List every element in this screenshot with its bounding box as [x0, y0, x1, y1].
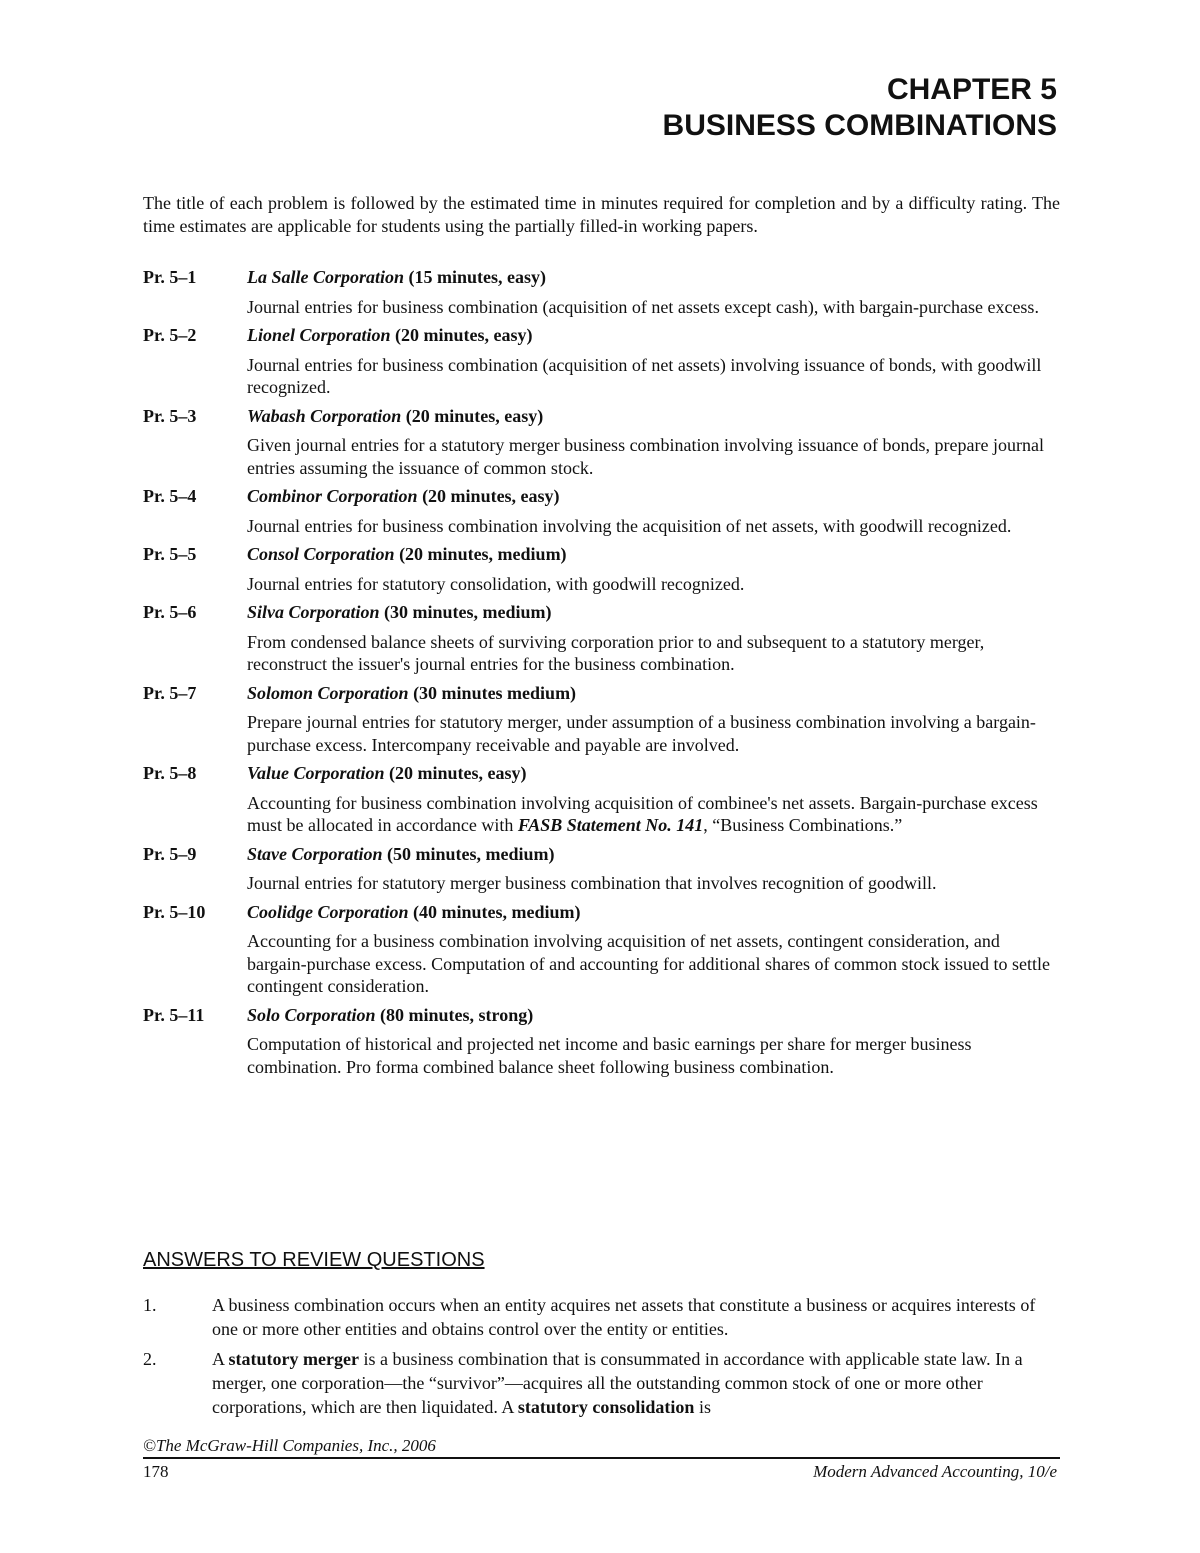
problem-number: Pr. 5–4 [143, 486, 197, 506]
problem-description: Prepare journal entries for statutory merger, under assumption of a business combination involving a bargain-purchase excess. Intercompany receivable and payable are involved. [247, 712, 1036, 755]
problem-name: Silva Corporation [247, 602, 380, 622]
description-text: Accounting for business combination involving acquisition of combinee's net assets. Bargain-purchase excess must be allocated in accordance with [247, 792, 1038, 835]
problem-name: Combinor Corporation [247, 486, 418, 506]
chapter-heading [663, 72, 1057, 144]
problem-meta: (20 minutes, medium) [394, 544, 567, 564]
fasb-statement-reference: FASB Statement No. 141 [517, 815, 704, 835]
problem-item [143, 266, 1060, 318]
problem-meta: (30 minutes medium) [408, 682, 577, 703]
problem-description: Accounting for a business combination involving acquisition of net assets, contingent consideration, and bargain-purchase excess. Computation of and accounting for additional shares of common stock issued to settle contingent consideration. [247, 931, 1050, 996]
problem-meta: (80 minutes, strong) [375, 1004, 534, 1025]
problem-description: Journal entries for statutory consolidation, with goodwill recognized. [247, 573, 745, 594]
problem-description [247, 792, 1057, 837]
term-statutory-consolidation: statutory consolidation [517, 1397, 695, 1417]
problem-number: Pr. 5–11 [143, 1004, 205, 1025]
copyright-notice: ©The McGraw-Hill Companies, Inc., 2006 [143, 1436, 436, 1455]
problem-item [143, 324, 1060, 399]
intro-paragraph: The title of each problem is followed by the estimated time in minutes required for completion and by a difficulty rating. The time estimates are applicable for students using the partially filled-in working papers. [143, 193, 1060, 236]
problem-meta: (20 minutes, easy) [401, 405, 544, 426]
chapter-number: CHAPTER 5 [886, 73, 1057, 106]
problem-description: Journal entries for statutory merger business combination that involves recognition of goodwill. [247, 873, 937, 893]
problem-title [247, 266, 1060, 289]
problem-item [143, 1004, 1060, 1079]
problem-title [247, 901, 1060, 924]
problem-name: Wabash Corporation [247, 405, 402, 426]
answer-text-part: A [212, 1349, 229, 1369]
problem-item [143, 543, 1060, 595]
footer-divider [143, 1457, 1060, 1459]
answer-text: A business combination occurs when an entity acquires net assets that constitute a business or acquires interests of one or more other entities and obtains control over the entity or entities. [212, 1295, 1036, 1339]
problem-name: La Salle Corporation [247, 267, 405, 287]
problem-meta: (30 minutes, medium) [379, 602, 552, 622]
answer-item [143, 1293, 1060, 1341]
answer-item [143, 1347, 1060, 1419]
problem-item [143, 762, 1060, 837]
problem-name: Consol Corporation [247, 544, 395, 564]
problem-number: Pr. 5–8 [143, 763, 197, 783]
problem-number: Pr. 5–1 [143, 267, 197, 287]
problem-name: Solomon Corporation [247, 682, 409, 703]
problem-number: Pr. 5–2 [143, 325, 197, 345]
term-statutory-merger: statutory merger [228, 1349, 359, 1369]
problem-title [247, 324, 1060, 347]
problem-title [247, 405, 1060, 428]
problem-meta: (50 minutes, medium) [382, 843, 555, 864]
problem-number: Pr. 5–9 [143, 843, 197, 864]
book-title: Modern Advanced Accounting, 10/e [813, 1462, 1057, 1481]
problem-name: Coolidge Corporation [247, 901, 409, 922]
problem-title [247, 762, 1060, 785]
answers-heading: ANSWERS TO REVIEW QUESTIONS [143, 1249, 485, 1271]
answer-text [212, 1347, 1060, 1419]
page-number: 178 [143, 1462, 169, 1481]
problem-number: Pr. 5–3 [143, 405, 197, 426]
problem-meta: (40 minutes, medium) [408, 901, 581, 922]
answer-number: 1. [143, 1295, 157, 1315]
description-text: , “Business Combinations.” [703, 815, 903, 835]
answer-number: 2. [143, 1349, 157, 1369]
problem-title [247, 543, 1060, 566]
chapter-title: BUSINESS COMBINATIONS [662, 109, 1057, 142]
problem-item [143, 901, 1060, 998]
problem-name: Stave Corporation [247, 843, 383, 864]
problem-description: Computation of historical and projected net income and basic earnings per share for merger business combination. Pro forma combined balance sheet following business combination. [247, 1034, 972, 1077]
problem-description: Journal entries for business combination (acquisition of net assets) involving issuance of bonds, with goodwill recognized. [247, 354, 1042, 397]
problem-description: Given journal entries for a statutory merger business combination involving issuance of bonds, prepare journal entries assuming the issuance of common stock. [247, 435, 1044, 478]
problem-number: Pr. 5–6 [143, 602, 197, 622]
problem-item [143, 485, 1060, 537]
problem-meta: (15 minutes, easy) [404, 267, 547, 287]
problem-name: Value Corporation [247, 763, 385, 783]
answer-text-part: is a business combination that is consummated in accordance with applicable state law. In a merger, one corporation—the “survivor”—acquires all the outstanding common stock of one or more other corporations, which are then liquidated. A [212, 1349, 1023, 1417]
problem-number: Pr. 5–7 [143, 682, 197, 703]
problem-number: Pr. 5–5 [143, 544, 197, 564]
problem-number: Pr. 5–10 [143, 901, 206, 922]
answer-list [143, 1293, 1060, 1425]
problem-item [143, 843, 1060, 895]
problem-description: Journal entries for business combination involving the acquisition of net assets, with goodwill recognized. [247, 515, 1012, 536]
problem-item [143, 405, 1060, 480]
problem-description: From condensed balance sheets of surviving corporation prior to and subsequent to a statutory merger, reconstruct the issuer's journal entries for the business combination. [247, 631, 985, 674]
problem-item [143, 601, 1060, 676]
problem-list [143, 266, 1060, 1084]
problem-name: Solo Corporation [247, 1004, 376, 1025]
problem-description: Journal entries for business combination (acquisition of net assets except cash), with bargain-purchase excess. [247, 296, 1039, 317]
problem-name: Lionel Corporation [247, 325, 391, 345]
problem-item [143, 682, 1060, 757]
problem-title [247, 843, 1060, 866]
problem-title [247, 682, 1060, 705]
problem-meta: (20 minutes, easy) [417, 486, 560, 506]
answer-text-part: is [694, 1397, 711, 1417]
problem-title [247, 485, 1060, 508]
problem-title [247, 601, 1060, 624]
problem-meta: (20 minutes, easy) [390, 325, 533, 345]
problem-title [247, 1004, 1060, 1027]
problem-meta: (20 minutes, easy) [384, 763, 527, 783]
